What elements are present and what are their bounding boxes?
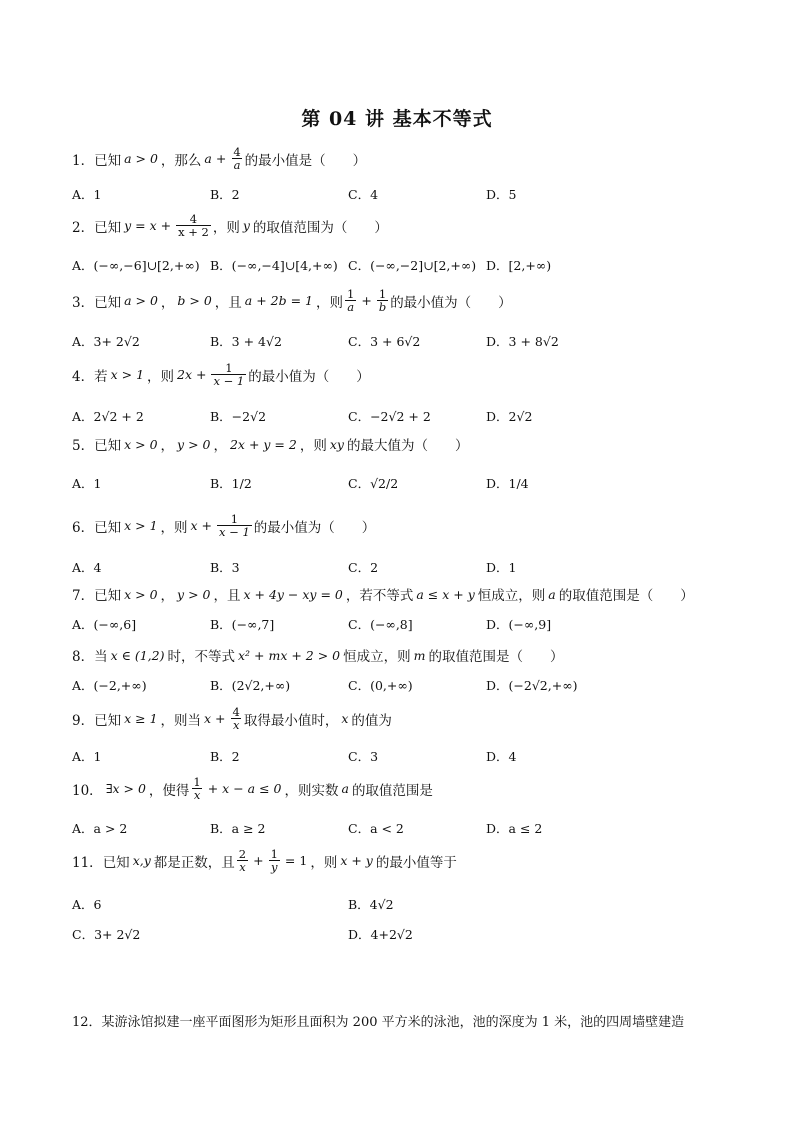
q9-option-d: D．4 xyxy=(486,749,517,764)
question-8: 8． 当 x ∈ (1,2) 时，不等式 x² + mx + 2 > 0 恒成立，则 m 的取值范围是（ ） xyxy=(72,647,564,665)
q8-option-d: D．(−2√2,+∞) xyxy=(486,678,578,693)
q7-option-d: D．(−∞,9] xyxy=(486,617,552,632)
q6-option-b: B．3 xyxy=(210,560,240,575)
q11-option-a: A．6 xyxy=(72,897,102,912)
question-4: 4． 若 x > 1 ，则 2x + $\frac{1}{x - 1}$ 的最小值为（ ） xyxy=(72,361,370,389)
q10-option-b: B．a ≥ 2 xyxy=(210,821,266,836)
q8-option-b: B．(2√2,+∞) xyxy=(210,678,291,693)
page-title: 第 04 讲 基本不等式 xyxy=(301,108,493,130)
q4-option-c: C．−2√2 + 2 xyxy=(348,409,431,424)
question-1: 1． 已知 a > 0 ，那么 a + $\frac{4}{a}$ 的最小值是（ ） xyxy=(72,145,367,173)
q1-option-b: B．2 xyxy=(210,187,240,202)
question-11: 11． 已知 x,y 都是正数，且 $\frac{2}{x}$ + $\frac{1}{y}$ = 1 ，则 x + y 的最小值等于 xyxy=(72,847,457,875)
q8-option-a: A．(−2,+∞) xyxy=(72,678,147,693)
question-2: 2． 已知 y = x + $\frac{4}{x + 2}$ ，则 y 的取值范围为（ ） xyxy=(72,212,388,240)
question-6: 6． 已知 x > 1 ，则 x + $\frac{1}{x - 1}$ 的最小值为（ ） xyxy=(72,512,376,540)
question-3: 3． 已知 a > 0 ， b > 0 ，且 a + 2b = 1 ，则 $\frac{1}{a}$ + $\frac{1}{b}$ 的最小值为（ ） xyxy=(72,287,512,315)
q6-option-a: A．4 xyxy=(72,560,102,575)
q2-option-a: A．(−∞,−6]∪[2,+∞) xyxy=(72,258,200,273)
q5-option-d: D．1/4 xyxy=(486,476,529,491)
q10-option-c: C．a < 2 xyxy=(348,821,404,836)
q9-option-c: C．3 xyxy=(348,749,379,764)
q7-option-b: B．(−∞,7] xyxy=(210,617,275,632)
q3-option-a: A．3+ 2√2 xyxy=(72,334,140,349)
q10-option-a: A．a > 2 xyxy=(72,821,128,836)
q4-option-b: B．−2√2 xyxy=(210,409,267,424)
question-12: 12． 某游泳馆拟建一座平面图形为矩形且面积为 200 平方米的泳池，池的深度为 1 米，池的四周墙壁建造 xyxy=(72,1015,685,1030)
q3-option-c: C．3 + 6√2 xyxy=(348,334,421,349)
q9-option-a: A．1 xyxy=(72,749,102,764)
q3-option-d: D．3 + 8√2 xyxy=(486,334,559,349)
q11-option-d: D．4+2√2 xyxy=(348,927,413,942)
q11-option-c: C．3+ 2√2 xyxy=(72,927,141,942)
question-5: 5． 已知 x > 0 ， y > 0 ， 2x + y = 2 ，则 xy 的最大值为（ ） xyxy=(72,436,469,454)
q2-option-c: C．(−∞,−2]∪[2,+∞) xyxy=(348,258,477,273)
q3-option-b: B．3 + 4√2 xyxy=(210,334,282,349)
q5-option-b: B．1/2 xyxy=(210,476,252,491)
q1-option-a: A．1 xyxy=(72,187,102,202)
question-9: 9． 已知 x ≥ 1 ，则当 x + $\frac{4}{x}$ 取得最小值时， x 的值为 xyxy=(72,705,392,733)
q6-option-d: D．1 xyxy=(486,560,517,575)
q1-option-c: C．4 xyxy=(348,187,379,202)
question-10: 10． ∃x > 0 ，使得 $\frac{1}{x}$ + x − a ≤ 0 ，则实数 a 的取值范围是 xyxy=(72,775,433,803)
q11-option-b: B．4√2 xyxy=(348,897,394,912)
q5-option-a: A．1 xyxy=(72,476,102,491)
q7-option-a: A．(−∞,6] xyxy=(72,617,137,632)
q1-option-d: D．5 xyxy=(486,187,517,202)
q6-option-c: C．2 xyxy=(348,560,379,575)
q5-option-c: C．√2/2 xyxy=(348,476,399,491)
q8-option-c: C．(0,+∞) xyxy=(348,678,413,693)
q10-option-d: D．a ≤ 2 xyxy=(486,821,543,836)
q4-option-a: A．2√2 + 2 xyxy=(72,409,144,424)
q2-option-b: B．(−∞,−4]∪[4,+∞) xyxy=(210,258,338,273)
question-7: 7． 已知 x > 0 ， y > 0 ，且 x + 4y − xy = 0 ，若不等式 a ≤ x + y 恒成立，则 a 的取值范围是（ ） xyxy=(72,586,694,604)
q7-option-c: C．(−∞,8] xyxy=(348,617,413,632)
q2-option-d: D．[2,+∞) xyxy=(486,258,552,273)
q4-option-d: D．2√2 xyxy=(486,409,533,424)
q9-option-b: B．2 xyxy=(210,749,240,764)
